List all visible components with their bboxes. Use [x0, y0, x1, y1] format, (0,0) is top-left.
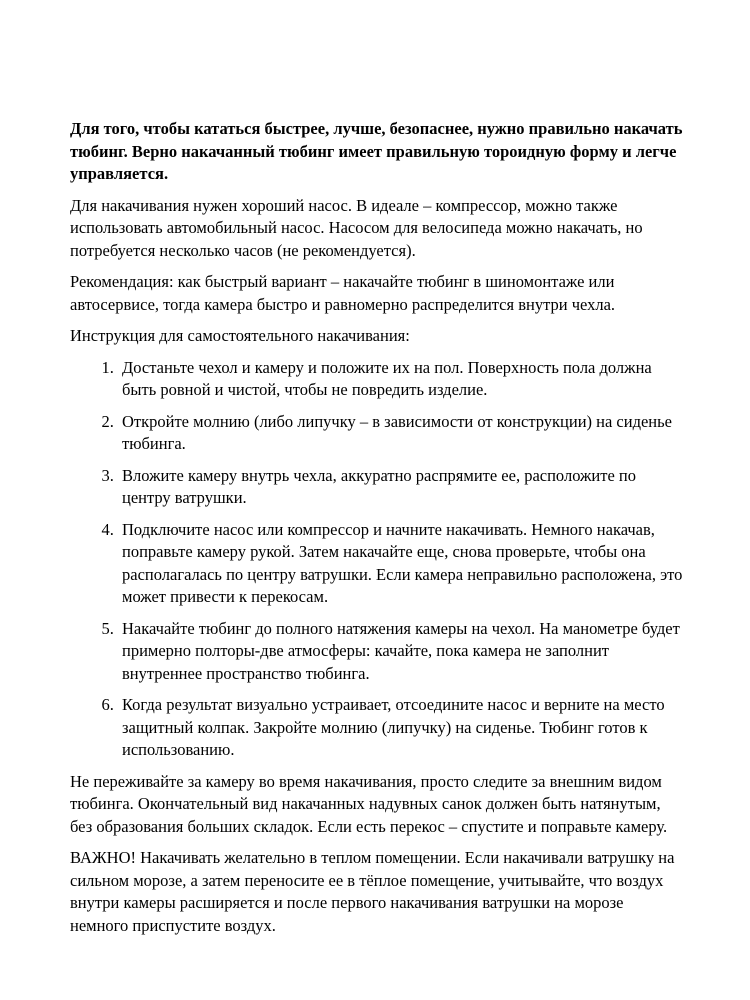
instruction-step-5: 5. Накачайте тюбинг до полного натяжения камеры на чехол. На манометре будет примерно полторы-две атмосферы: качайте, пока камера не заполнит внутреннее пространство тюбинга. [118, 618, 684, 686]
instruction-step-4: 4. Подключите насос или компрессор и начните накачивать. Немного накачав, поправьте камеру рукой. Затем накачайте еще, снова проверьте, чтобы она располагалась по центру ватрушки. Если камера неправильно расположена, это может привести к перекосам. [118, 519, 684, 609]
intro-paragraph: Для того, чтобы кататься быстрее, лучше, безопаснее, нужно правильно накачать тюбинг. Верно накачанный тюбинг имеет правильную тороидную форму и легче управляется. [70, 119, 683, 183]
pump-info-paragraph: Для накачивания нужен хороший насос. В идеале – компрессор, можно также использовать автомобильный насос. Насосом для велосипеда можно накачать, но потребуется несколько часов (не рекомендуется). [70, 195, 643, 260]
important-note-paragraph: ВАЖНО! Накачивать желательно в теплом помещении. Если накачивали ватрушку на сильном морозе, а затем переносите ее в тёплое помещение, учитывайте, что воздух внутри камеры расширяется и после первого накачивания ватрушки на морозе немного приспустите воздух. [70, 848, 675, 935]
document-body [70, 118, 684, 937]
instructions-title: Инструкция для самостоятельного накачивания: [70, 326, 410, 345]
closing-note-paragraph: Не переживайте за камеру во время накачивания, просто следите за внешним видом тюбинга. Окончательный вид накачанных надувных санок должен быть натянутым, без образования больших складок. Если есть перекос – спустите и поправьте камеру. [70, 771, 668, 836]
recommendation-paragraph: Рекомендация: как быстрый вариант – накачайте тюбинг в шиномонтаже или автосервисе, тогда камера быстро и равномерно распределится внутри чехла. [70, 272, 616, 314]
instruction-step-6: 6. Когда результат визуально устраивает, отсоедините насос и верните на место защитный колпак. Закройте молнию (липучку) на сиденье. Тюбинг готов к использованию. [118, 694, 684, 762]
instruction-step-1: 1. Достаньте чехол и камеру и положите их на пол. Поверхность пола должна быть ровной и чистой, чтобы не повредить изделие. [118, 357, 684, 402]
instruction-step-2: 2. Откройте молнию (либо липучку – в зависимости от конструкции) на сиденье тюбинга. [118, 411, 684, 456]
instruction-step-3: 3. Вложите камеру внутрь чехла, аккуратно распрямите ее, расположите по центру ватрушки. [118, 465, 684, 510]
instruction-list [70, 357, 684, 762]
